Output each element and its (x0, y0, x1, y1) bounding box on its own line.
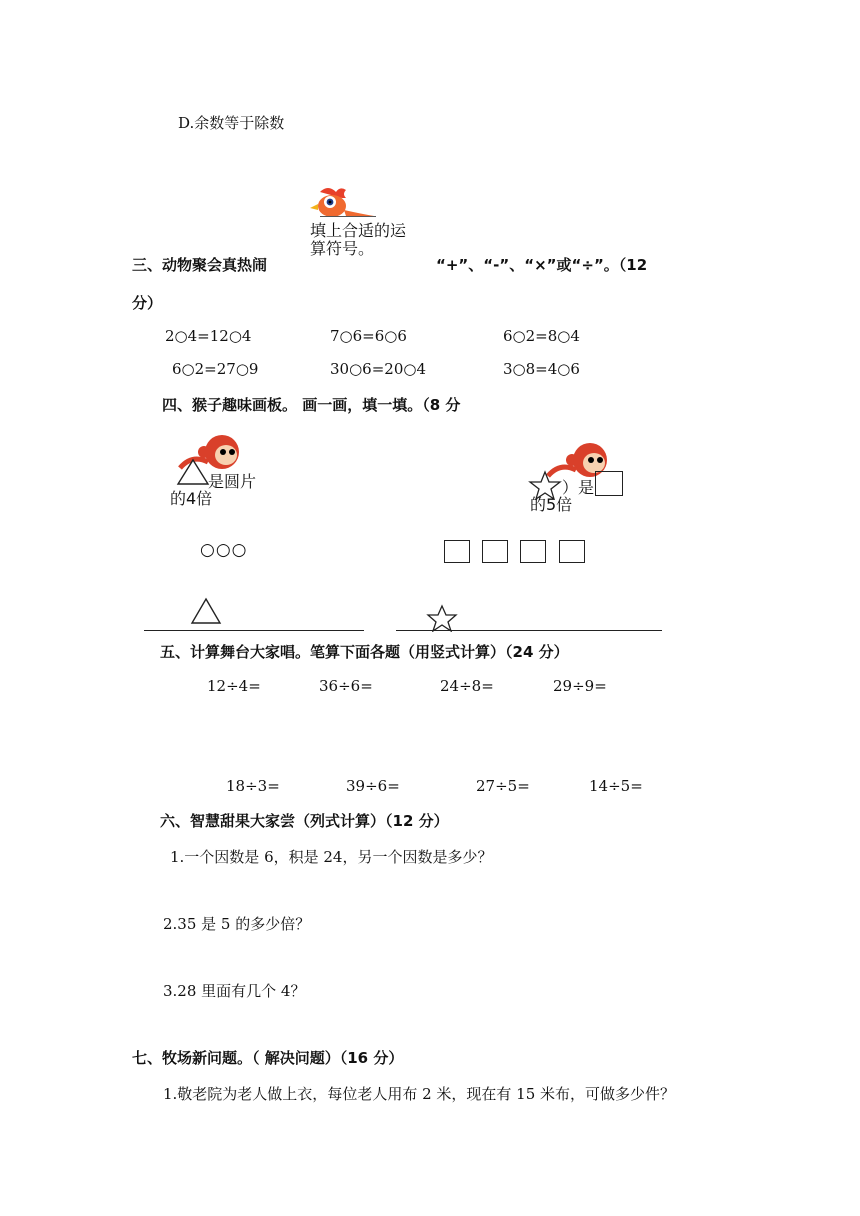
division-2-3: 27÷5= (476, 777, 530, 795)
equation-2-2: 30○6=20○4 (330, 360, 427, 378)
bird-caption-line1: 填上合适的运 (310, 221, 407, 240)
triangle-icon (176, 458, 210, 486)
left-caption-line1: 是圆片 (208, 472, 257, 491)
bird-caption-line2: 算符号。 (310, 239, 375, 258)
section-7-title: 七、牧场新问题。（ 解决问题）（16 分） (132, 1049, 404, 1067)
division-1-4: 29÷9= (553, 677, 607, 695)
question-6-1: 1.一个因数是 6，积是 24，另一个因数是多少？ (170, 848, 493, 866)
equation-2-1: 6○2=27○9 (172, 360, 259, 378)
square-3 (520, 540, 546, 563)
equation-2-3: 3○8=4○6 (503, 360, 580, 378)
square-4 (559, 540, 585, 563)
option-d: D.余数等于除数 (178, 114, 285, 132)
triangle-icon (190, 597, 222, 625)
equation-1-2: 7○6=6○6 (330, 327, 407, 345)
division-2-1: 18÷3= (226, 777, 280, 795)
question-6-2: 2.35 是 5 的多少倍？ (163, 915, 311, 933)
division-1-1: 12÷4= (207, 677, 261, 695)
right-drawing-line (396, 630, 662, 631)
answer-box[interactable] (595, 471, 623, 496)
question-6-3: 3.28 里面有几个 4？ (163, 982, 306, 1000)
division-1-2: 36÷6= (319, 677, 373, 695)
left-caption-line2: 的4倍 (170, 489, 213, 508)
section-6-title: 六、智慧甜果大家尝（列式计算）（12 分） (160, 812, 449, 830)
section-5-title: 五、计算舞台大家唱。笔算下面各题（用竖式计算）（24 分） (160, 643, 569, 661)
section-3-instruction-cont: 分） (132, 294, 163, 312)
right-caption-line1: ）是 (562, 478, 595, 497)
division-2-2: 39÷6= (346, 777, 400, 795)
square-2 (482, 540, 508, 563)
section-4-title: 四、猴子趣味画板。 画一画，填一填。（8 分 (162, 396, 461, 414)
bird-icon (306, 184, 378, 220)
division-1-3: 24÷8= (440, 677, 494, 695)
question-7-1: 1.敬老院为老人做上衣，每位老人用布 2 米，现在有 15 米布，可做多少件？ (163, 1085, 676, 1103)
bird-underline (320, 216, 376, 217)
square-1 (444, 540, 470, 563)
section-3-title: 三、动物聚会真热闹 (132, 256, 268, 274)
division-2-4: 14÷5= (589, 777, 643, 795)
equation-1-3: 6○2=8○4 (503, 327, 580, 345)
star-icon (426, 604, 458, 632)
right-caption-line2: 的5倍 (530, 495, 573, 514)
left-drawing-line (144, 630, 364, 631)
equation-1-1: 2○4=12○4 (165, 327, 252, 345)
section-3-instruction: “+”、“-”、“×”或“÷”。（12 (436, 256, 648, 274)
left-circles: ○○○ (200, 540, 248, 560)
